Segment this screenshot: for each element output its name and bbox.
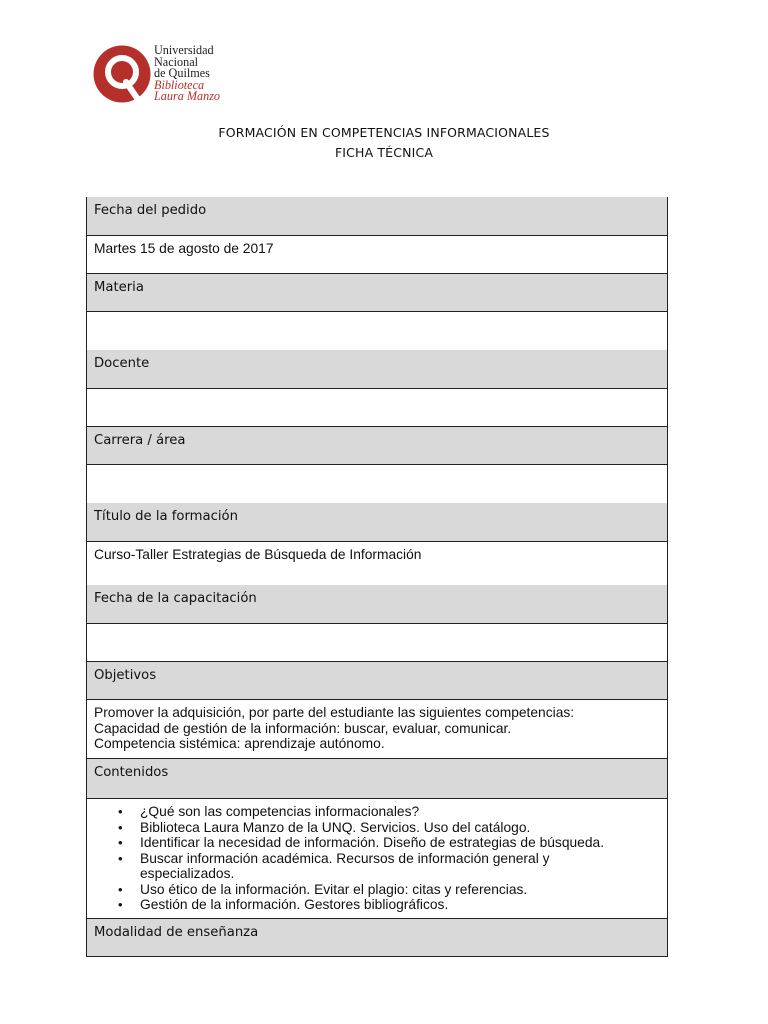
objetivos-line: Promover la adquisición, por parte del estudiante las siguientes competencias: bbox=[94, 705, 575, 720]
value-row-titulo bbox=[87, 542, 667, 585]
logo-wordmark bbox=[154, 45, 220, 103]
label-row-objetivos bbox=[87, 662, 667, 700]
label-row-titulo bbox=[87, 503, 667, 542]
logo-line-laura-manzo: Laura Manzo bbox=[154, 89, 221, 103]
label-row-modalidad bbox=[87, 919, 667, 957]
value-titulo: Curso-Taller Estrategias de Búsqueda de Información bbox=[94, 547, 422, 562]
ficha-tecnica-table bbox=[86, 197, 668, 957]
label-materia: Materia bbox=[94, 280, 144, 295]
list-item: • Biblioteca Laura Manzo de la UNQ. Servicios. Uso del catálogo. bbox=[87, 820, 620, 836]
label-row-fecha-capacitacion bbox=[87, 585, 667, 624]
list-item: • ¿Qué son las competencias informacionales? bbox=[87, 804, 620, 820]
label-fecha-capacitacion: Fecha de la capacitación bbox=[94, 591, 257, 606]
list-item: • Uso ético de la información. Evitar el plagio: citas y referencias. bbox=[87, 882, 620, 898]
value-row-objetivos bbox=[87, 700, 667, 759]
objetivos-line: Competencia sistémica: aprendizaje autónomo. bbox=[94, 736, 385, 751]
logo-line-universidad: Universidad bbox=[154, 43, 214, 57]
value-row-fecha-pedido bbox=[87, 236, 667, 274]
label-row-materia bbox=[87, 274, 667, 312]
objetivos-line: Capacidad de gestión de la información: buscar, evaluar, comunicar. bbox=[94, 720, 512, 736]
unq-q-logo-icon bbox=[93, 44, 153, 104]
label-row-docente bbox=[87, 350, 667, 389]
label-fecha-pedido: Fecha del pedido bbox=[94, 203, 207, 218]
document-subtitle: FICHA TÉCNICA bbox=[334, 145, 434, 160]
value-row-carrera bbox=[87, 465, 667, 503]
objetivos-paragraph bbox=[94, 705, 574, 752]
logo-line-quilmes: de Quilmes bbox=[154, 66, 210, 80]
document-title: FORMACIÓN EN COMPETENCIAS INFORMACIONALES bbox=[218, 125, 550, 140]
value-row-materia bbox=[87, 312, 667, 350]
label-row-carrera bbox=[87, 427, 667, 465]
label-objetivos: Objetivos bbox=[94, 668, 157, 683]
label-modalidad: Modalidad de enseñanza bbox=[94, 925, 259, 940]
value-row-fecha-capacitacion bbox=[87, 624, 667, 662]
label-row-contenidos bbox=[87, 759, 667, 799]
list-item: • Buscar información académica. Recursos de información general y especializados. bbox=[87, 851, 620, 882]
value-fecha-pedido: Martes 15 de agosto de 2017 bbox=[94, 241, 274, 256]
list-item: • Gestión de la información. Gestores bibliográficos. bbox=[87, 897, 620, 913]
list-item: • Identificar la necesidad de información. Diseño de estrategias de búsqueda. bbox=[87, 835, 620, 851]
label-titulo: Título de la formación bbox=[94, 509, 238, 524]
label-row-fecha-pedido bbox=[87, 197, 667, 236]
label-docente: Docente bbox=[94, 356, 150, 371]
university-logo bbox=[93, 44, 253, 106]
label-carrera: Carrera / área bbox=[94, 433, 186, 448]
logo-line-biblioteca: Biblioteca bbox=[154, 77, 205, 92]
value-row-contenidos bbox=[87, 799, 667, 919]
contenidos-list bbox=[87, 804, 620, 913]
value-row-docente bbox=[87, 389, 667, 427]
label-contenidos: Contenidos bbox=[94, 765, 169, 780]
logo-line-nacional: Nacional bbox=[154, 54, 198, 69]
